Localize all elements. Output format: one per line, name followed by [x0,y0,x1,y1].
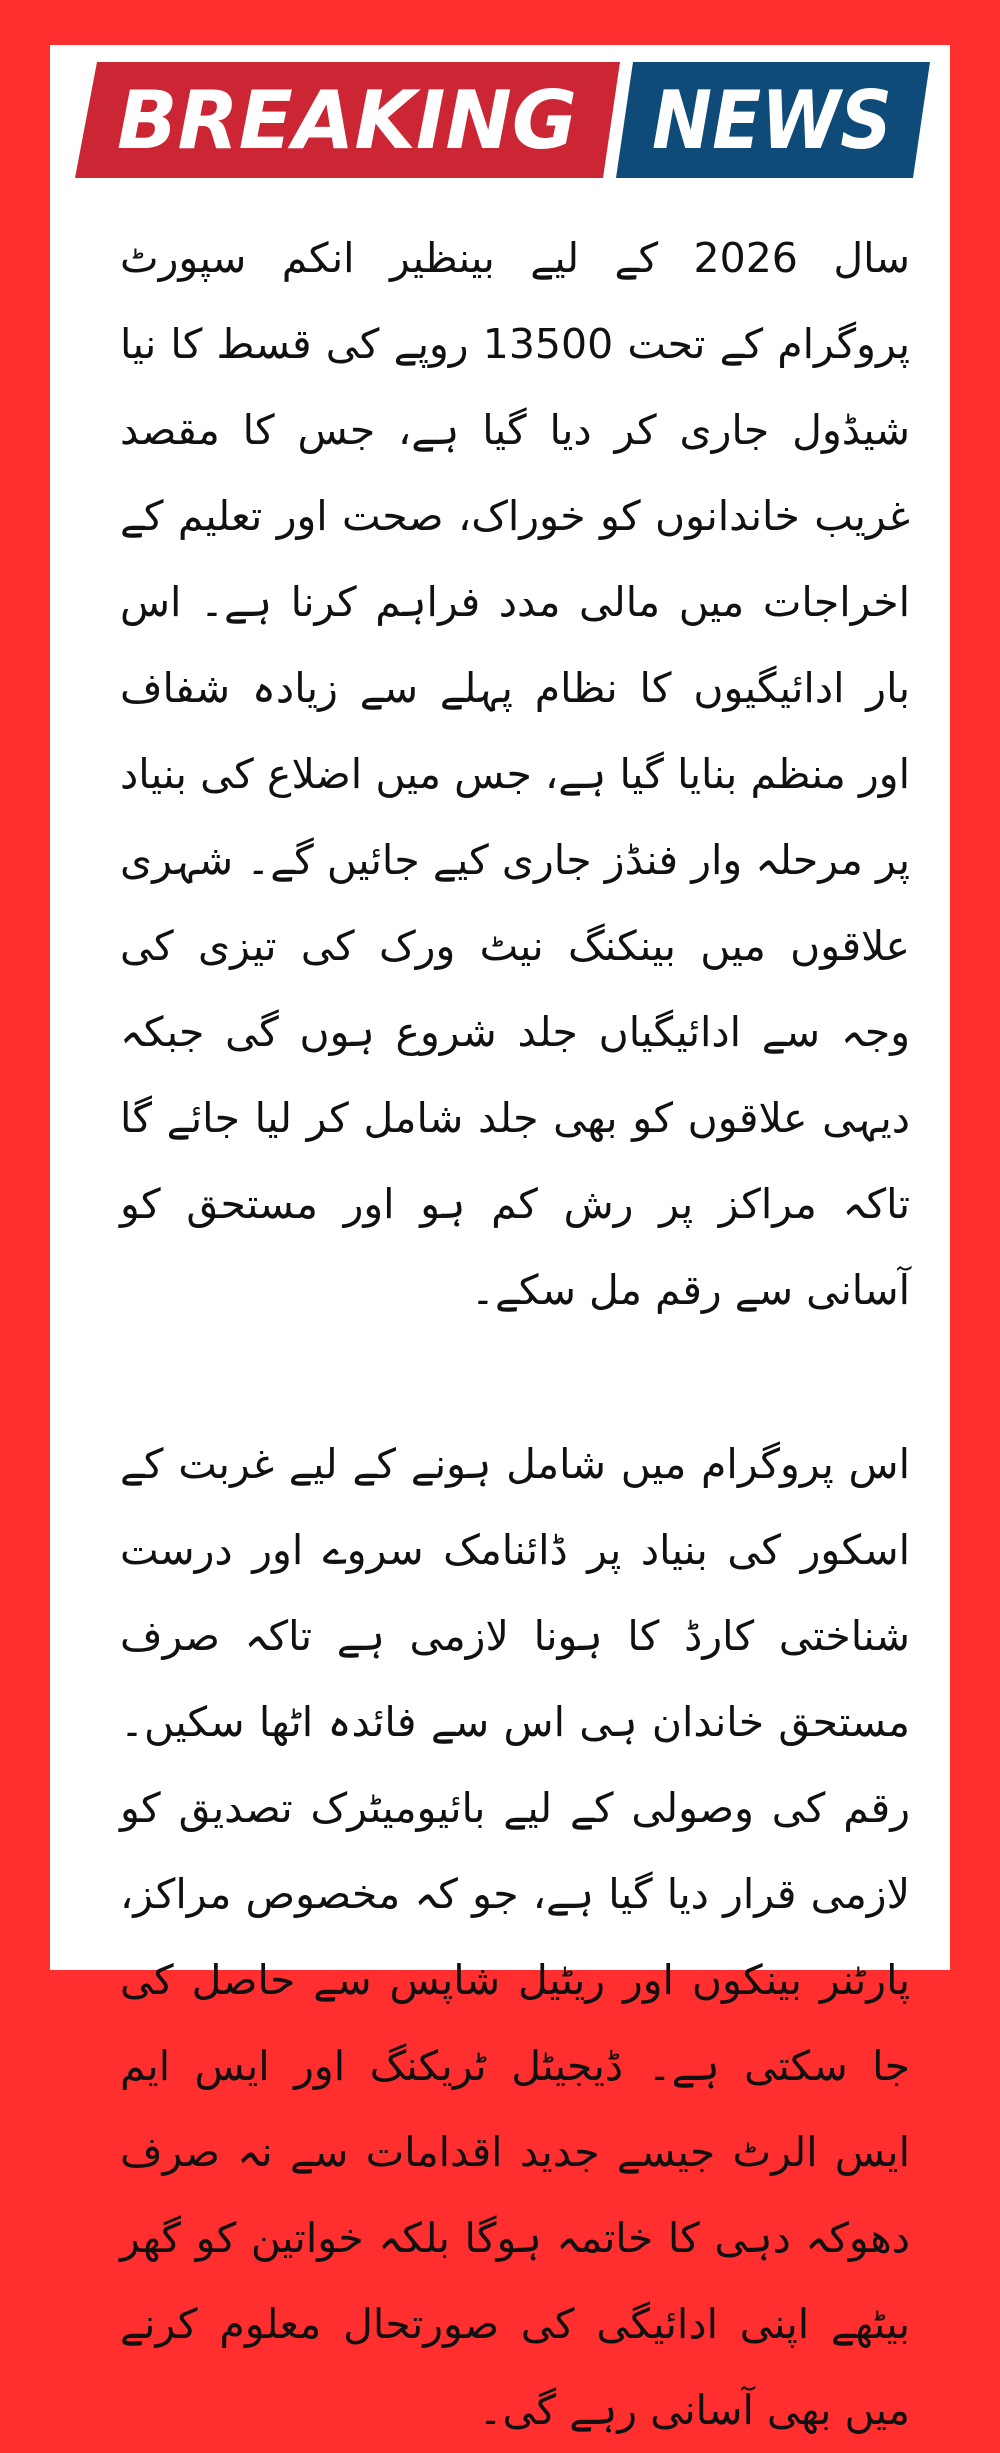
article-card [50,45,950,2434]
article-paragraph-2: اس پروگرام میں شامل ہونے کے لیے غربت کے اسکور کی بنیاد پر ڈائنامک سروے اور درست شناختی کارڈ کا ہونا لازمی ہے تاکہ صرف مستحق خاندان ہی اس سے فائدہ اٹھا سکیں۔ رقم کی وصولی کے لیے بائیومیٹرک تصدیق کو لازمی قرار دیا گیا ہے، جو کہ مخصوص مراکز، پارٹنر بینکوں اور ریٹیل شاپس سے حاصل کی جا سکتی ہے۔ ڈیجیٹل ٹریکنگ اور ایس ایم ایس الرٹ جیسے جدید اقدامات سے نہ صرف دھوکہ دہی کا خاتمہ ہوگا بلکہ خواتین کو گھر بیٹھے اپنی ادائیگی کی صورتحال معلوم کرنے میں بھی آسانی رہے گی۔ [120,1440,910,2434]
banner-graphic [75,60,930,180]
banner-left-word: BREAKING [117,74,577,167]
article-body [120,215,910,2453]
breaking-news-banner [75,60,930,180]
banner-right-word: NEWS [652,74,892,167]
article-paragraph-1: سال 2026 کے لیے بینظیر انکم سپورٹ پروگرام کے تحت 13500 روپے کی قسط کا نیا شیڈول جاری کر دیا گیا ہے، جس کا مقصد غریب خاندانوں کو خوراک، صحت اور تعلیم کے اخراجات میں مالی مدد فراہم کرنا ہے۔ اس بار ادائیگیوں کا نظام پہلے سے زیادہ شفاف اور منظم بنایا گیا ہے، جس میں اضلاع کی بنیاد پر مرحلہ وار فنڈز جاری کیے جائیں گے۔ شہری علاقوں میں بینکنگ نیٹ ورک کی تیزی کی وجہ سے ادائیگیاں جلد شروع ہوں گی جبکہ دیہی علاقوں کو بھی جلد شامل کر لیا جائے گا تاکہ مراکز پر رش کم ہو اور مستحق کو آسانی سے رقم مل سکے۔ [120,234,910,1314]
